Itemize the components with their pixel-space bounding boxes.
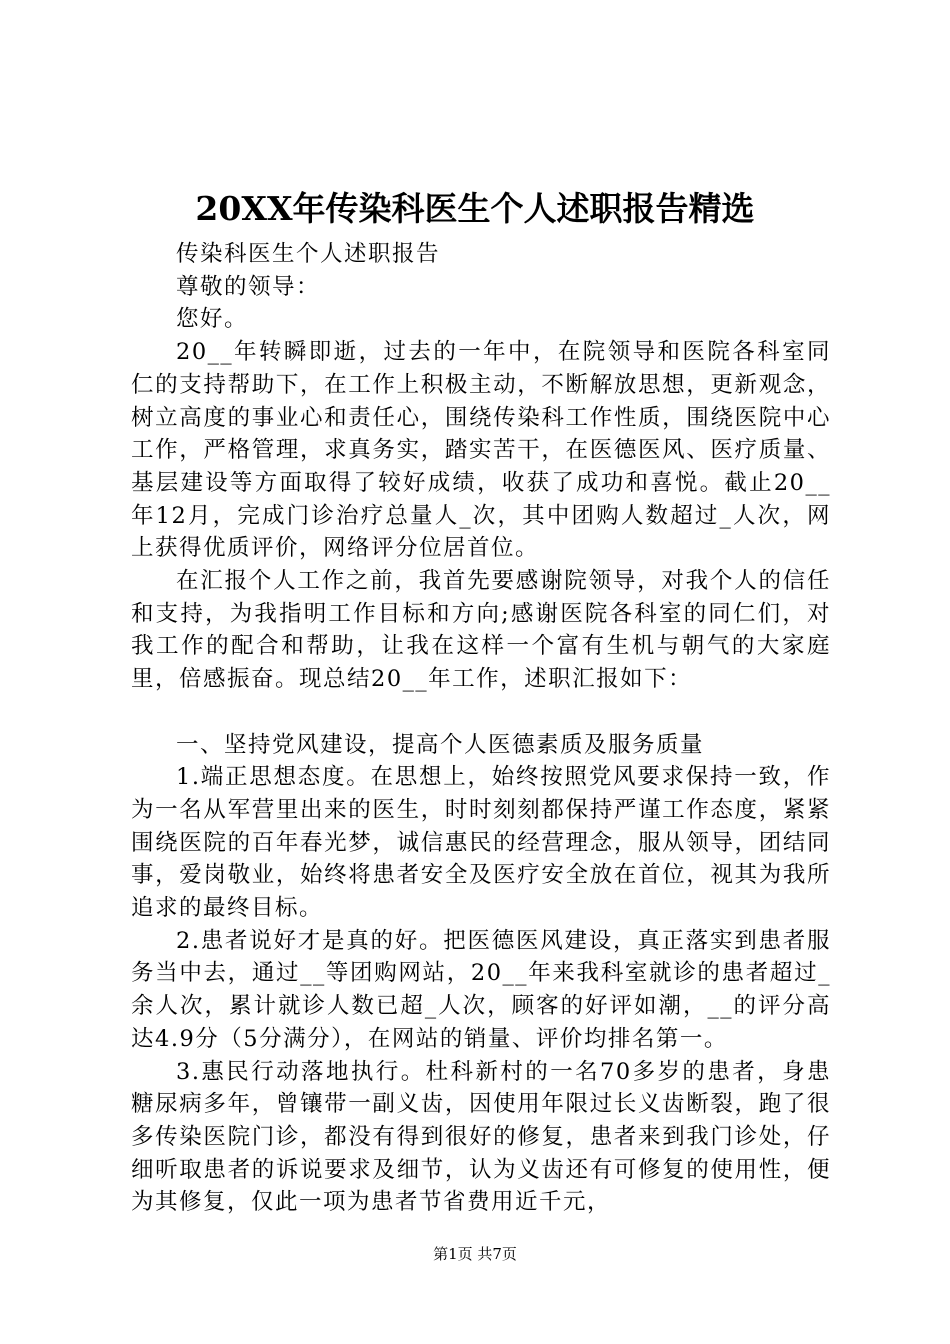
- section-heading-1: 一、坚持党风建设，提高个人医德素质及服务质量: [176, 731, 705, 758]
- paragraph-salutation: 尊敬的领导：: [176, 273, 321, 300]
- paragraph-subtitle: 传染科医生个人述职报告: [176, 241, 441, 267]
- document-body: [131, 238, 831, 1219]
- paragraph-item-1: 1.端正思想态度。在思想上，始终按照党风要求保持一致，作为一名从军营里出来的医生，时时刻刻都保持严谨工作态度，紧紧围绕医院的百年春光梦，诚信惠民的经营理念，服从领导，团结同事，爱岗敬业，始终将患者安全及医疗安全放在首位，视其为我所追求的最终目标。: [131, 764, 831, 922]
- paragraph-greeting: 您好。: [176, 306, 249, 333]
- paragraph-thanks: 在汇报个人工作之前，我首先要感谢院领导，对我个人的信任和支持，为我指明工作目标和方向;感谢医院各科室的同仁们，对我工作的配合和帮助，让我在这样一个富有生机与朝气的大家庭里，倍感振奋。现总结20__年工作，述职汇报如下：: [131, 568, 831, 693]
- paragraph-item-3: 3.惠民行动落地执行。杜科新村的一名70多岁的患者，身患糖尿病多年，曾镶带一副义齿，因使用年限过长义齿断裂，跑了很多传染医院门诊，都没有得到很好的修复，患者来到我门诊处，仔细听取患者的诉说要求及细节，认为义齿还有可修复的使用性，便为其修复，仅此一项为患者节省费用近千元，: [131, 1058, 831, 1216]
- paragraph-item-2: 2.患者说好才是真的好。把医德医风建设，真正落实到患者服务当中去，通过__等团购网站，20__年来我科室就诊的患者超过_余人次，累计就诊人数已超_人次，顾客的好评如潮，__的评分高达4.9分（5分满分），在网站的销量、评价均排名第一。: [131, 927, 831, 1052]
- page-number-footer: 第1页 共7页: [433, 1245, 517, 1263]
- document-title: 20XX年传染科医生个人述职报告精选: [195, 189, 755, 228]
- paragraph-year-summary: 20__年转瞬即逝，过去的一年中，在院领导和医院各科室同仁的支持帮助下，在工作上积极主动，不断解放思想，更新观念，树立高度的事业心和责任心，围绕传染科工作性质，围绕医院中心工作，严格管理，求真务实，踏实苦干，在医德医风、医疗质量、基层建设等方面取得了较好成绩，收获了成功和喜悦。截止20__年12月，完成门诊治疗总量人_次，其中团购人数超过_人次，网上获得优质评价，网络评分位居首位。: [131, 339, 831, 562]
